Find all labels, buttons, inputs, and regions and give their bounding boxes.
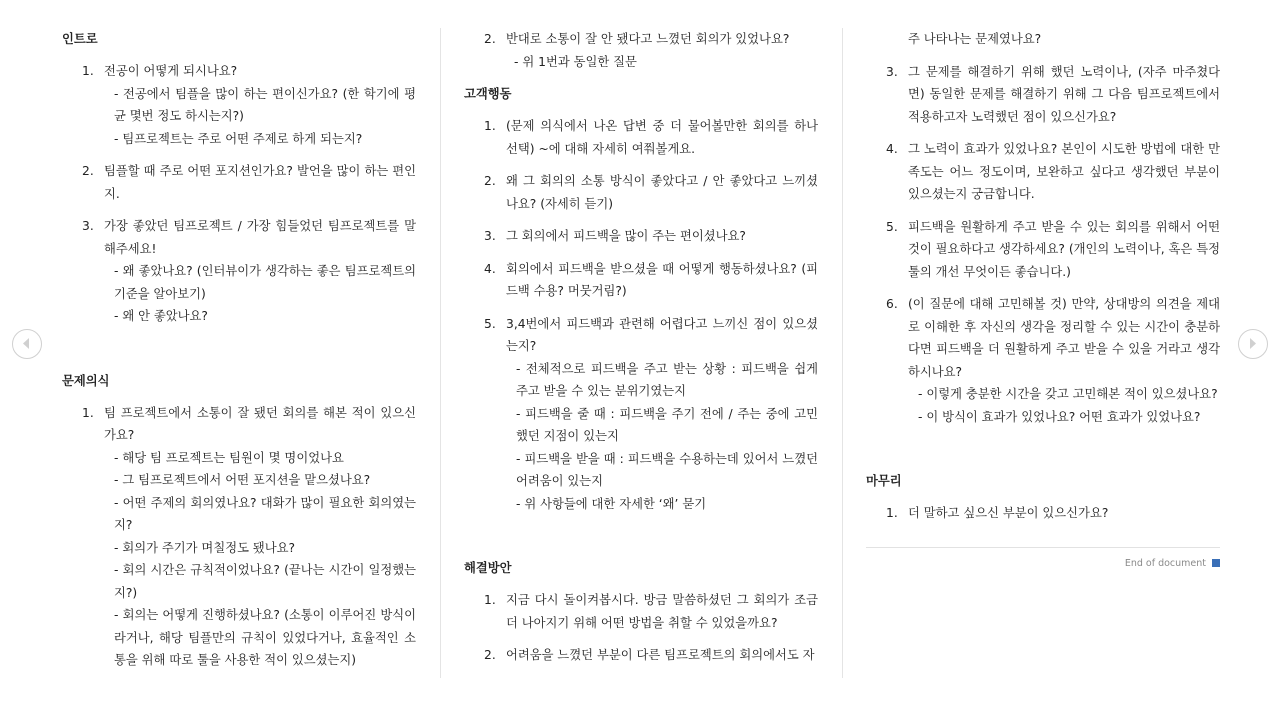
list-item [886, 502, 1220, 525]
list-item [82, 160, 416, 205]
sub-item: - 팀프로젝트는 주로 어떤 주제로 하게 되는지? [114, 131, 363, 146]
item-text: 그 노력이 효과가 있었나요? 본인이 시도한 방법에 대한 만족도는 어느 정도이며, 보완하고 싶다고 생각했던 부분이 있으셨는지 궁금합니다. [908, 142, 1220, 201]
item-number: 3. [484, 229, 496, 243]
sub-item: - 회의는 어떻게 진행하셨나요? (소통이 이루어진 방식이라거나, 해당 팀플만의 규칙이 있었다거나, 효율적인 소통을 위해 따로 툴을 사용한 적이 있으셨는지) [114, 608, 416, 667]
end-of-document-label: End of document [1124, 557, 1206, 569]
list-item [886, 61, 1220, 129]
item-text: 그 문제를 해결하기 위해 했던 노력이나, (자주 마주쳤다면) 동일한 문제를 해결하기 위해 그 다음 팀프로젝트에서 적용하고자 노력했던 점이 있으신가요? [908, 64, 1220, 124]
item-number: 4. [886, 142, 898, 156]
list-item [484, 258, 818, 303]
end-of-document [866, 547, 1220, 569]
column-1 [62, 28, 416, 682]
list-item [484, 225, 818, 248]
item-text: 어려움을 느꼈던 부분이 다른 팀프로젝트의 회의에서도 자 [506, 648, 815, 662]
list-item [484, 170, 818, 215]
item-number: 5. [484, 316, 496, 331]
item-text: 왜 그 회의의 소통 방식이 좋았다고 / 안 좋았다고 느끼셨나요? (자세히 듣기) [506, 174, 818, 211]
section-heading-behavior: 고객행동 [464, 87, 512, 101]
chevron-left-icon [13, 330, 40, 357]
item-text: 지금 다시 돌이켜봅시다. 방금 말씀하셨던 그 회의가 조금 더 나아지기 위해 어떤 방법을 취할 수 있었을까요? [506, 593, 818, 630]
sub-item: - 이 방식이 효과가 있었나요? 어떤 효과가 있었나요? [918, 409, 1201, 424]
section-heading-solution: 해결방안 [464, 561, 512, 575]
item-text: 팀플할 때 주로 어떤 포지션인가요? 발언을 많이 하는 편인지. [104, 164, 416, 201]
item-number: 1. [82, 405, 94, 420]
item-text: 3,4번에서 피드백과 관련해 어렵다고 느끼신 점이 있으셨는지? [506, 316, 818, 353]
item-number: 1. [484, 119, 496, 133]
sub-item: - 왜 좋았나요? (인터뷰이가 생각하는 좋은 팀프로젝트의 기준을 알아보기) [114, 264, 416, 301]
item-text: (이 질문에 대해 고민해볼 것) 만약, 상대방의 의견을 제대로 이해한 후 자신의 생각을 정리할 수 있는 시간이 충분하다면 피드백을 더 원활하게 주고 받을 수 있을 거라고 생각하시나요? [908, 297, 1220, 379]
sub-item: - 회의 시간은 규칙적이었나요? (끝나는 시간이 일정했는지?) [114, 563, 416, 600]
column-3 [866, 28, 1220, 569]
list-item [886, 138, 1220, 206]
item-number: 2. [484, 32, 496, 46]
item-number: 4. [484, 261, 496, 276]
sub-item: - 어떤 주제의 회의였나요? 대화가 많이 필요한 회의였는지? [114, 495, 416, 532]
sub-item: - 위 1번과 동일한 질문 [514, 54, 637, 69]
list-item [484, 28, 818, 73]
list-item [82, 402, 416, 672]
item-number: 1. [484, 593, 496, 607]
end-marker-icon [1212, 559, 1220, 567]
list-item [484, 589, 818, 634]
list-item [82, 215, 416, 328]
item-text: (문제 의식에서 나온 답변 중 더 물어볼만한 회의를 하나 선택) ~에 대해 자세히 여쭤볼게요. [506, 119, 818, 156]
next-page-button[interactable] [1238, 329, 1268, 359]
item-text: 더 말하고 싶으신 부분이 있으신가요? [908, 506, 1109, 520]
item-text: 가장 좋았던 팀프로젝트 / 가장 힘들었던 팀프로젝트를 말해주세요! [104, 219, 416, 256]
item-text: 회의에서 피드백을 받으셨을 때 어떻게 행동하셨나요? (피드백 수용? 머뭇거림?) [506, 261, 818, 298]
item-text: 반대로 소통이 잘 안 됐다고 느꼈던 회의가 있었나요? [506, 32, 790, 46]
item-text: 전공이 어떻게 되시나요? [104, 64, 238, 78]
item-number: 5. [886, 219, 898, 234]
sub-item: - 피드백을 받을 때 : 피드백을 수용하는데 있어서 느꼈던 어려움이 있는지 [516, 451, 818, 488]
item-number: 2. [82, 164, 94, 178]
column-divider [842, 28, 843, 678]
sub-item: - 왜 안 좋았나요? [114, 309, 208, 323]
section-heading-problem: 문제의식 [62, 373, 110, 388]
list-item [484, 115, 818, 160]
item-text: 그 회의에서 피드백을 많이 주는 편이셨나요? [506, 229, 746, 243]
list-item [886, 293, 1220, 428]
section-heading-intro: 인트로 [62, 32, 98, 46]
column-2 [464, 28, 818, 677]
list-item [484, 644, 818, 667]
sub-item: - 전공에서 팀플을 많이 하는 편이신가요? (한 학기에 평균 몇번 정도 하시는지?) [114, 86, 416, 123]
list-item [886, 216, 1220, 284]
item-number: 1. [886, 506, 898, 520]
sub-item: - 전체적으로 피드백을 주고 받는 상황 : 피드백을 쉽게 주고 받을 수 있는 분위기였는지 [516, 361, 818, 398]
item-number: 6. [886, 297, 898, 311]
list-item [82, 60, 416, 150]
sub-item: - 해당 팀 프로젝트는 팀원이 몇 명이었나요 [114, 450, 344, 465]
sub-item: - 회의가 주기가 며칠정도 됐나요? [114, 540, 296, 555]
section-heading-closing: 마무리 [866, 474, 902, 488]
sub-item: - 피드백을 줄 때 : 피드백을 주기 전에 / 주는 중에 고민했던 지점이 있는지 [516, 406, 818, 443]
item-number: 1. [82, 64, 94, 78]
chevron-right-icon [1239, 330, 1266, 357]
sub-item: - 그 팀프로젝트에서 어떤 포지션을 맡으셨나요? [114, 473, 371, 487]
item-number: 3. [82, 219, 94, 233]
item-number: 2. [484, 174, 496, 188]
item-number: 3. [886, 64, 898, 79]
item-text: 피드백을 원활하게 주고 받을 수 있는 회의를 위해서 어떤 것이 필요하다고 생각하세요? (개인의 노력이나, 혹은 특정 툴의 개선 무엇이든 좋습니다.) [908, 219, 1220, 279]
list-item [484, 313, 818, 516]
sub-item: - 이렇게 충분한 시간을 갖고 고민해본 적이 있으셨나요? [918, 387, 1218, 401]
column-divider [440, 28, 441, 678]
sub-item: - 위 사항들에 대한 자세한 ‘왜’ 묻기 [516, 496, 707, 511]
item-continuation: 주 나타나는 문제였나요? [908, 32, 1042, 46]
item-number: 2. [484, 648, 496, 662]
previous-page-button[interactable] [12, 329, 42, 359]
item-text: 팀 프로젝트에서 소통이 잘 됐던 회의를 해본 적이 있으신가요? [104, 405, 416, 442]
